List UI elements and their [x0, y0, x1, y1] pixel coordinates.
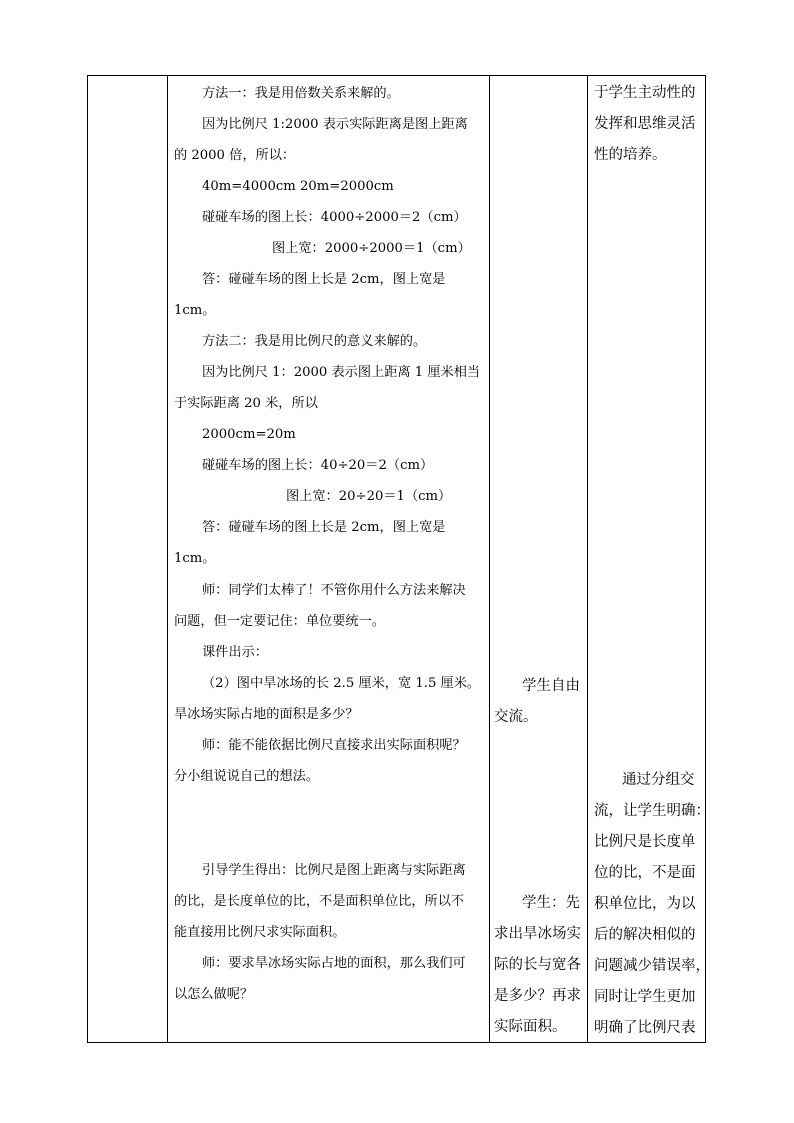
method1-length: 碰碰车场的图上长：4000÷2000＝2（cm）	[202, 210, 467, 225]
intent-group-line8: 同时让学生更加	[594, 989, 696, 1005]
method2-answer: 答：碰碰车场的图上长是 2cm，图上宽是	[202, 520, 446, 535]
intent-top-line1: 于学生主动性的	[594, 85, 696, 101]
intent-group-line5: 积单位比，为以	[594, 896, 696, 912]
guide-conclusion-cont: 的比，是长度单位的比，不是面积单位比，所以不	[174, 894, 465, 909]
intent-group-line2: 流，让学生明确：	[594, 803, 710, 819]
method2-length: 碰碰车场的图上长：40÷20＝2（cm）	[202, 458, 434, 473]
student-cell	[490, 76, 587, 1042]
method1-reason: 因为比例尺 1:2000 表示实际距离是图上距离	[202, 117, 468, 132]
guide-conclusion-end: 能直接用比例尺求实际面积。	[174, 925, 346, 940]
method1-answer: 答：碰碰车场的图上长是 2cm，图上宽是	[202, 272, 446, 287]
student-answer: 学生：先	[522, 895, 580, 911]
process-cell	[168, 76, 489, 1042]
student-free-talk-cont: 交流。	[494, 709, 538, 725]
method2-conversion: 2000cm=20m	[202, 427, 296, 442]
question-2-cont: 旱冰场实际占地的面积是多少？	[174, 707, 359, 722]
method2-title: 方法二：我是用比例尺的意义来解的。	[202, 334, 427, 349]
question-2: （2）图中旱冰场的长 2.5 厘米，宽 1.5 厘米。	[202, 676, 481, 691]
student-answer-line5: 实际面积。	[494, 1019, 567, 1035]
intent-group-line9: 明确了比例尺表	[594, 1020, 696, 1036]
teacher-praise: 师：同学们太棒了！不管你用什么方法来解决	[202, 583, 466, 598]
lesson-table	[87, 75, 710, 1043]
method1-answer-cont: 1cm。	[174, 303, 216, 318]
method1-conversion: 40m=4000cm 20m=2000cm	[202, 179, 394, 194]
intent-group-line7: 问题减少错误率，	[594, 958, 710, 974]
method1-width: 图上宽：2000÷2000＝1（cm）	[272, 241, 471, 256]
intent-group-line4: 位的比，不是面	[594, 865, 696, 881]
intent-top-line2: 发挥和思维灵活	[594, 116, 696, 132]
intent-top-line3: 性的培养。	[594, 147, 667, 163]
courseware-label: 课件出示：	[202, 645, 268, 660]
method2-reason-cont: 于实际距离 20 米，所以	[174, 396, 318, 411]
teacher-next-question: 师：要求旱冰场实际占地的面积，那么我们可	[202, 956, 466, 971]
teacher-praise-cont: 问题，但一定要记住：单位要统一。	[174, 614, 385, 629]
method2-width: 图上宽：20÷20＝1（cm）	[286, 489, 452, 504]
student-free-talk: 学生自由	[522, 678, 580, 694]
teacher-ask: 师：能不能依据比例尺直接求出实际面积呢？	[202, 738, 466, 753]
student-answer-line4: 是多少？再求	[494, 988, 581, 1004]
student-answer-line3: 际的长与宽各	[494, 957, 581, 973]
guide-conclusion: 引导学生得出：比例尺是图上距离与实际距离	[202, 863, 466, 878]
student-answer-line2: 求出旱冰场实	[494, 926, 581, 942]
teacher-next-question-cont: 以怎么做呢？	[174, 987, 254, 1002]
stage-cell	[88, 76, 167, 1042]
method2-answer-cont: 1cm。	[174, 551, 216, 566]
intent-group-line3: 比例尺是长度单	[594, 834, 696, 850]
intent-group-line1: 通过分组交	[622, 772, 695, 788]
teacher-ask-cont: 分小组说说自己的想法。	[174, 769, 320, 784]
method1-title: 方法一：我是用倍数关系来解的。	[202, 86, 400, 101]
intent-cell	[588, 76, 710, 1042]
method1-reason-cont: 的 2000 倍，所以：	[174, 148, 296, 163]
method2-reason: 因为比例尺 1：2000 表示图上距离 1 厘米相当	[202, 365, 481, 380]
intent-group-line6: 后的解决相似的	[594, 927, 696, 943]
